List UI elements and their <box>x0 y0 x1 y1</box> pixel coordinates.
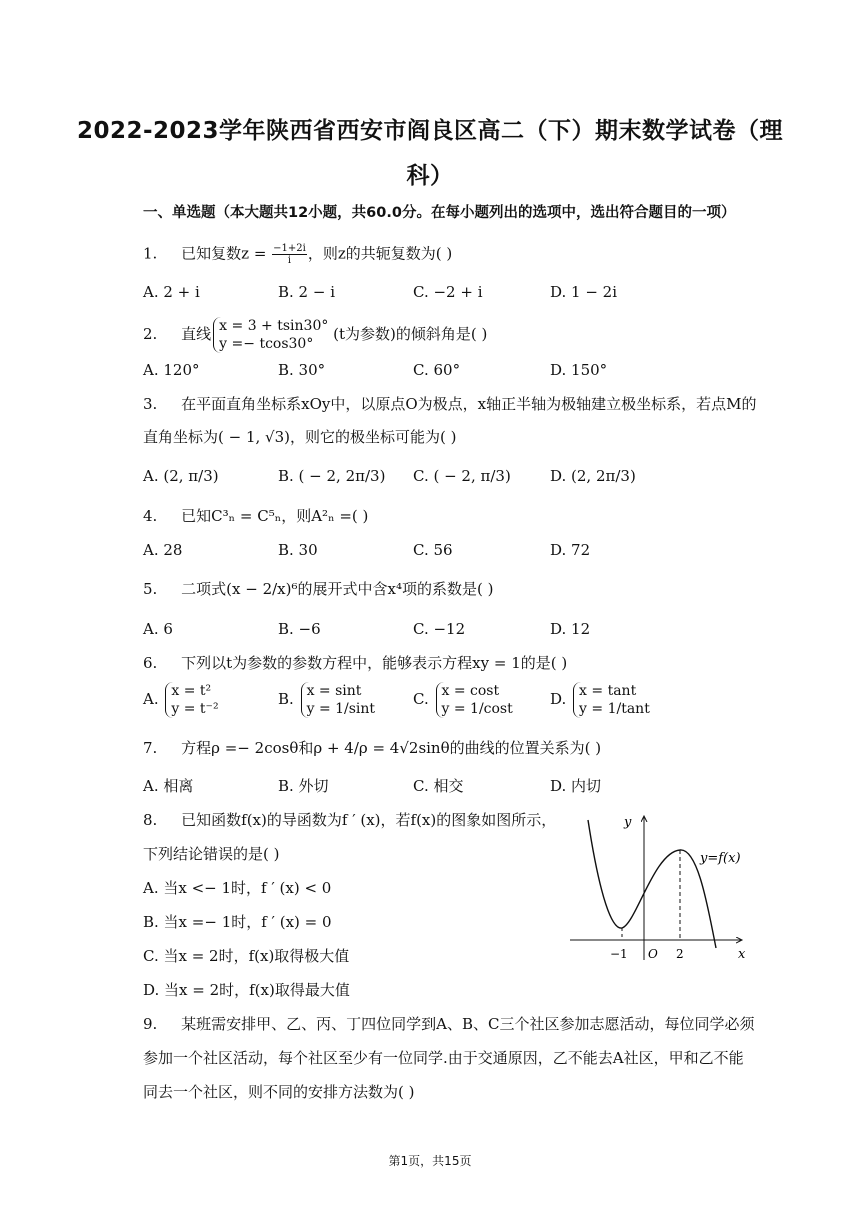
q-number: 3. <box>143 395 158 413</box>
page-footer: 第1页，共15页 <box>388 1154 472 1168</box>
section-heading: 一、单选题（本大题共12小题，共60.0分。在每小题列出的选项中，选出符合题目的一项） <box>143 205 736 221</box>
q-text: 已知函数f(x)的导函数为f ′ (x)，若f(x)的图象如图所示， <box>181 811 557 829</box>
option-c: C. x = cost y = 1/cost <box>413 683 513 717</box>
curve <box>588 820 716 948</box>
option-b: B. x = sint y = 1/sint <box>278 683 376 717</box>
q-number: 2. <box>143 325 158 343</box>
question-6 <box>143 653 567 673</box>
origin-label: O <box>648 947 658 961</box>
q-number: 4. <box>143 507 158 525</box>
option-a: A. (2, π/3) <box>143 467 219 485</box>
question-3-cont: 直角坐标为( − 1, √3)，则它的极坐标可能为( ) <box>143 428 457 446</box>
q-text: 下列以t为参数的参数方程中，能够表示方程xy = 1的是( ) <box>181 654 568 672</box>
option-c: C. −2 + i <box>413 283 483 301</box>
question-4 <box>143 506 368 526</box>
option-d: D. 内切 <box>550 777 602 795</box>
option-c: C. 当x = 2时，f(x)取得极大值 <box>143 947 350 965</box>
function-graph <box>566 808 754 968</box>
option-b: B. 30° <box>278 361 326 379</box>
tick-label: 2 <box>676 947 684 961</box>
option-d: D. (2, 2π/3) <box>550 467 636 485</box>
option-b: B. 2 − i <box>278 283 336 301</box>
question-7 <box>143 738 601 758</box>
option-c: C. −12 <box>413 620 466 638</box>
option-c: C. 相交 <box>413 777 464 795</box>
title-line-1: 2022-2023学年陕西省西安市阎良区高二（下）期末数学试卷（理 <box>76 118 784 144</box>
option-a: A. 相离 <box>143 777 194 795</box>
tick-label: −1 <box>610 947 628 961</box>
q-text: 二项式(x − 2/x)⁶的展开式中含x⁴项的系数是( ) <box>181 580 494 598</box>
option-a: A. 120° <box>143 361 200 379</box>
option-b: B. 外切 <box>278 777 329 795</box>
option-c: C. ( − 2, π/3) <box>413 467 511 485</box>
q-text: (t为参数)的倾斜角是( ) <box>333 325 488 343</box>
q-text: 已知复数z = <box>181 244 272 263</box>
question-3 <box>143 394 757 414</box>
equation-system: x = 3 + tsin30° y =− tcos30° <box>213 317 328 353</box>
option-a: A. 当x <− 1时，f ′ (x) < 0 <box>143 879 332 897</box>
option-b: B. 30 <box>278 541 318 559</box>
fraction: $\frac{-1+2i}{i}$ <box>273 243 306 266</box>
option-d: D. 1 − 2i <box>550 283 618 301</box>
option-a: A. 2 + i <box>143 283 200 301</box>
question-8-cont: 下列结论错误的是( ) <box>143 845 280 863</box>
question-2 <box>143 316 487 353</box>
q-number: 9. <box>143 1015 158 1033</box>
option-d: D. 72 <box>550 541 591 559</box>
q-number: 1. <box>143 244 158 263</box>
q-text: 已知C³ₙ = C⁵ₙ，则A²ₙ =( ) <box>181 507 369 525</box>
y-label: y <box>624 815 632 830</box>
option-a: A. 28 <box>143 541 183 559</box>
option-d: D. 12 <box>550 620 591 638</box>
q-text: 方程ρ =− 2cosθ和ρ + 4/ρ = 4√2sinθ的曲线的位置关系为( ) <box>181 739 602 757</box>
q-number: 6. <box>143 654 158 672</box>
option-b: B. ( − 2, 2π/3) <box>278 467 386 485</box>
q-text: 直线 <box>181 325 212 343</box>
option-d: D. 150° <box>550 361 608 379</box>
question-9 <box>143 1014 755 1034</box>
curve-label: y=f(x) <box>700 851 741 866</box>
x-label: x <box>738 947 746 962</box>
option-b: B. −6 <box>278 620 321 638</box>
option-b: B. 当x =− 1时，f ′ (x) = 0 <box>143 913 332 931</box>
option-d: D. 当x = 2时，f(x)取得最大值 <box>143 981 350 999</box>
q-text: 某班需安排甲、乙、丙、丁四位同学到A、B、C三个社区参加志愿活动，每位同学必须 <box>181 1015 755 1033</box>
q-text: 在平面直角坐标系xOy中，以原点O为极点，x轴正半轴为极轴建立极坐标系，若点M的 <box>181 395 757 413</box>
option-a: A. 6 <box>143 620 173 638</box>
question-5 <box>143 579 493 599</box>
q-number: 8. <box>143 811 158 829</box>
q-number: 5. <box>143 580 158 598</box>
option-c: C. 56 <box>413 541 453 559</box>
question-9-cont: 同去一个社区，则不同的安排方法数为( ) <box>143 1083 415 1101</box>
q-number: 7. <box>143 739 158 757</box>
question-9-cont: 参加一个社区活动，每个社区至少有一位同学.由于交通原因，乙不能去A社区，甲和乙不能 <box>143 1049 744 1067</box>
option-c: C. 60° <box>413 361 461 379</box>
option-a: A. x = t² y = t⁻² <box>143 683 219 717</box>
option-d: D. x = tant y = 1/tant <box>550 683 650 717</box>
question-1 <box>143 243 452 266</box>
title-line-2: 科） <box>406 163 454 189</box>
question-8 <box>143 810 556 830</box>
q-text: ，则z的共轭复数为( ) <box>307 244 453 263</box>
